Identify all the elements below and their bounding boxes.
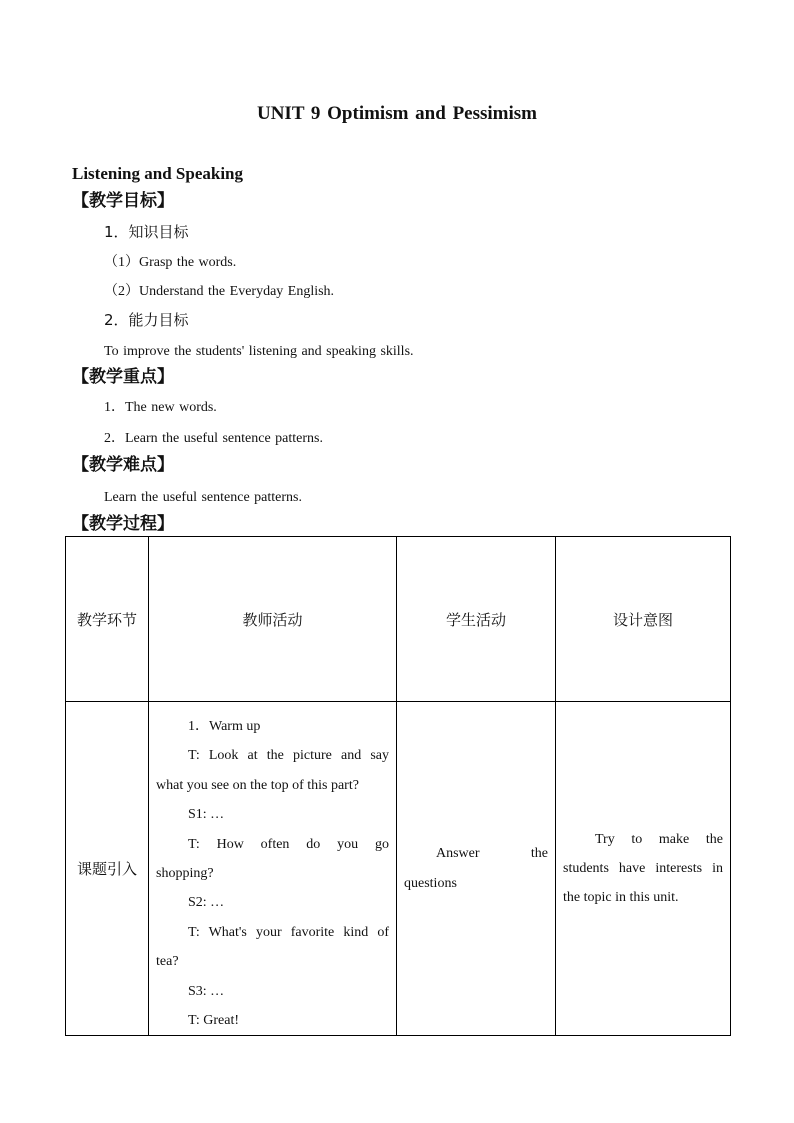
teacher-line: what you see on the top of this part? <box>156 777 359 793</box>
document-title: UNIT 9 Optimism and Pessimism <box>256 103 537 124</box>
teacher-line: shopping? <box>156 866 214 882</box>
intent-line: Try to make the <box>595 831 723 847</box>
column-header: 设计意图 <box>556 537 731 702</box>
column-header: 学生活动 <box>397 537 556 702</box>
student-line: questions <box>404 875 457 891</box>
teaching-process-table <box>65 536 731 1036</box>
difficulties-heading: 【教学难点】 <box>72 455 174 475</box>
key-points-heading: 【教学重点】 <box>72 367 174 387</box>
teacher-line: S1: … <box>188 807 225 823</box>
table-header-row <box>66 537 731 702</box>
teacher-activity-cell <box>149 702 397 1036</box>
teacher-line: T: Great! <box>188 1013 239 1029</box>
key-point-item: 2．Learn the useful sentence patterns. <box>104 431 323 446</box>
intent-line: the topic in this unit. <box>563 890 679 906</box>
student-line: Answer the <box>436 846 548 862</box>
column-header: 教师活动 <box>149 537 397 702</box>
key-point-item: 1．The new words. <box>104 400 217 415</box>
difficulties-text: Learn the useful sentence patterns. <box>104 490 302 505</box>
student-activity-cell <box>397 702 556 1036</box>
teacher-line: tea? <box>156 954 179 970</box>
knowledge-goal-label: 1．知识目标 <box>104 223 189 241</box>
intent-line: students have interests in <box>563 861 723 877</box>
teacher-line: S2: … <box>188 895 225 911</box>
ability-goal-text: To improve the students' listening and speaking skills. <box>104 344 414 359</box>
objectives-heading: 【教学目标】 <box>72 191 174 211</box>
stage-cell: 课题引入 <box>66 702 149 1036</box>
column-header: 教学环节 <box>66 537 149 702</box>
teacher-line: T: Look at the picture and say <box>188 748 389 764</box>
knowledge-item: （1）Grasp the words. <box>104 255 237 270</box>
process-heading: 【教学过程】 <box>72 514 174 534</box>
knowledge-item: （2）Understand the Everyday English. <box>104 284 335 299</box>
design-intent-cell <box>556 702 731 1036</box>
section-heading: Listening and Speaking <box>72 164 244 183</box>
teacher-line: T: What's your favorite kind of <box>188 924 389 940</box>
teacher-line: T: How often do you go <box>188 836 389 852</box>
ability-goal-label: 2．能力目标 <box>104 311 189 329</box>
teacher-line: 1．Warm up <box>188 719 261 734</box>
teacher-line: S3: … <box>188 983 225 999</box>
table-row <box>66 702 731 1036</box>
